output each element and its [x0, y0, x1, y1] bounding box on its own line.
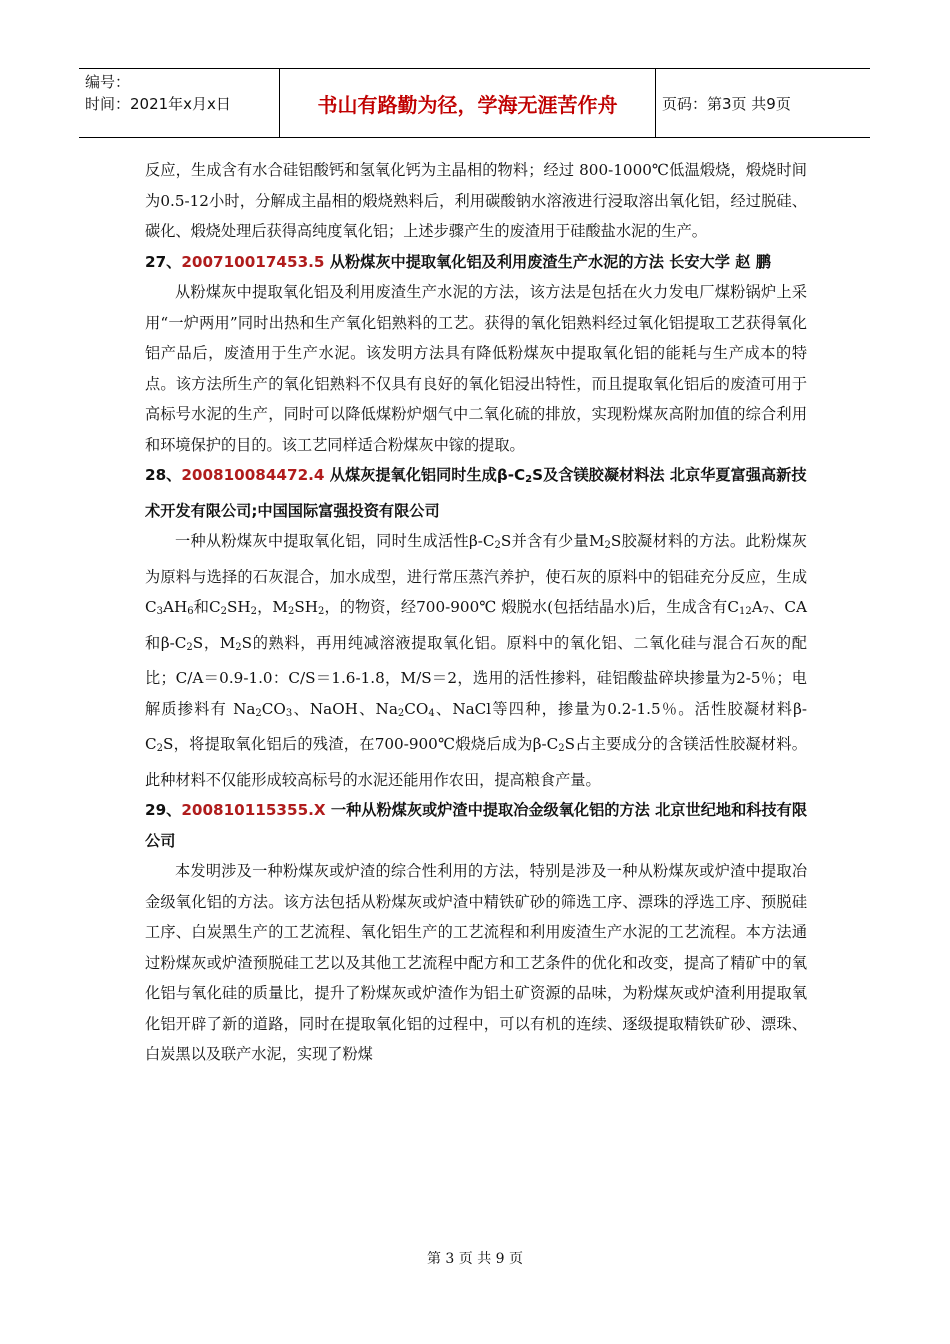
text-run: ，M: [257, 598, 288, 616]
text-run: 27、: [145, 252, 182, 271]
patent-heading: [145, 460, 807, 526]
text-run: 从煤灰提氧化铝同时生成β-C: [324, 466, 526, 484]
text-run: 、CA和β-C: [145, 598, 807, 652]
text-run: 一种从粉煤灰中提取氧化铝，同时生成活性β-C: [175, 532, 495, 550]
header-meta: [79, 69, 280, 137]
subscript: 2: [186, 641, 193, 653]
body-paragraph: [145, 277, 807, 460]
text-run: SH: [294, 598, 318, 616]
subscript: 12: [738, 606, 752, 617]
subscript: 2: [604, 540, 611, 551]
text-run: 反应，生成含有水合硅铝酸钙和氢氧化钙为主晶相的物料；经过 800-1000℃低温煅烧，煅烧时间为0.5-12小时，分解成主晶相的煅烧熟料后，利用碳酸钠水溶液进行浸取溶出氧化铝，经过脱硅、碳化、煅烧处理后获得高纯度氧化铝；上述步骤产生的废渣用于硅酸盐水泥的生产。: [145, 161, 807, 240]
patent-number: 200810115355.X: [181, 801, 326, 819]
text-run: 从粉煤灰中提取氧化铝及利用废渣生产水泥的方法，该方法是包括在火力发电厂煤粉锅炉上采用“一炉两用”同时出热和生产氧化铝熟料的工艺。获得的氧化铝熟料经过氧化铝提取工艺获得氧化铝产品后，废渣用于生产水泥。该发明方法具有降低粉煤灰中提取氧化铝的能耗与生产成本的特点。该方法所生产的氧化铝熟料不仅具有良好的氧化铝浸出特性，而且提取氧化铝后的废渣可用于高标号水泥的生产，同时可以降低煤粉炉烟气中二氧化硫的排放，实现粉煤灰高附加值的综合利用和环境保护的目的。该工艺同样适合粉煤灰中镓的提取。: [145, 283, 807, 454]
subscript: 2: [397, 707, 405, 719]
text-run: 和C: [193, 598, 221, 616]
text-run: 本发明涉及一种粉煤灰或炉渣的综合性利用的方法，特别是涉及一种从粉煤灰或炉渣中提取冶金级氧化铝的方法。该方法包括从粉煤灰或炉渣中精铁矿砂的筛选工序、漂珠的浮选工序、预脱硅工序、白炭黑生产的工艺流程、氧化铝生产的工艺流程和利用废渣生产水泥的工艺流程。本方法通过粉煤灰或炉渣预脱硅工艺以及其他工艺流程中配方和工艺条件的优化和改变，提高了精矿中的氧化铝与氧化硅的质量比，提升了粉煤灰或炉渣作为铝土矿资源的品味，为粉煤灰或炉渣利用提取氧化铝开辟了新的道路，同时在提取氧化铝的过程中，可以有机的连续、逐级提取精铁矿砂、漂珠、白炭黑以及联产水泥，实现了粉煤: [145, 862, 807, 1063]
header-page-info: 页码：第3页 共9页: [662, 94, 791, 113]
text-run: S并含有少量M: [500, 532, 605, 550]
text-run: 从粉煤灰中提取氧化铝及利用废渣生产水泥的方法 长安大学 赵 鹏: [324, 252, 771, 271]
subscript: 2: [317, 606, 325, 617]
text-run: S占主要成分的含镁活性胶凝材料。此种材料不仅能形成较高标号的水泥还能用作农田，提高粮食产量。: [145, 735, 807, 789]
subscript: 3: [285, 707, 293, 719]
text-run: 28、: [145, 466, 182, 484]
subscript: 4: [428, 707, 435, 719]
subscript: 7: [762, 606, 770, 617]
patent-heading: [145, 247, 807, 278]
page-header: [79, 68, 870, 138]
header-motto: 书山有路勤为径，学海无涯苦作舟: [280, 69, 656, 137]
subscript: 2: [287, 606, 295, 617]
text-run: CO: [261, 699, 286, 718]
subscript: 2: [525, 474, 533, 485]
text-run: CO: [404, 699, 429, 718]
subscript: 6: [187, 606, 194, 617]
subscript: 2: [558, 743, 565, 754]
text-run: 29、: [145, 801, 182, 819]
text-run: S胶凝材料的方法。此粉煤灰为原料与选择的石灰混合，加水成型，进行常压蒸汽养护，使石灰的原料中的铝硅充分反应，生成C: [145, 532, 807, 616]
patent-number: 200810084472.4: [181, 466, 325, 484]
body-paragraph: [145, 155, 807, 247]
subscript: 2: [220, 606, 227, 617]
subscript: 3: [156, 606, 163, 617]
doc-date: 时间：2021年x月x日: [85, 95, 231, 113]
body-paragraph: [145, 526, 807, 795]
subscript: 2: [494, 540, 501, 551]
text-run: AH: [163, 598, 188, 616]
doc-code-label: 编号：: [85, 73, 131, 91]
document-body: [145, 155, 807, 1070]
text-run: SH: [226, 598, 251, 616]
subscript: 2: [250, 606, 257, 617]
page-footer: 第 3 页 共 9 页: [426, 1251, 524, 1267]
text-run: S及含镁胶凝材料法 北京华夏富强高新技术开发有限公司;中国国际富强投资有限公司: [145, 466, 807, 520]
text-run: S，M: [192, 633, 236, 652]
body-paragraph: [145, 856, 807, 1070]
text-run: ，的物资，经700-900℃ 煅脱水(包括结晶水)后，生成含有C: [324, 598, 739, 616]
patent-heading: [145, 795, 807, 856]
text-run: 、NaOH、Na: [292, 699, 398, 718]
text-run: 一种从粉煤灰或炉渣中提取冶金级氧化铝的方法 北京世纪地和科技有限公司: [145, 801, 808, 850]
text-run: S的熟料，再用纯减溶液提取氧化铝。原料中的氧化铝、二氧化硅与混合石灰的配比；C/A＝0.9-1.0：C/S＝1.6-1.8，M/S＝2，选用的活性掺料，硅铝酸盐碎块掺量为2-5％；电解质掺料有 Na: [145, 633, 807, 718]
subscript: 2: [156, 743, 163, 754]
patent-number: 200710017453.5: [181, 252, 325, 271]
subscript: 2: [235, 641, 242, 653]
subscript: 2: [255, 707, 262, 719]
text-run: S，将提取氧化铝后的残渣，在700-900℃煅烧后成为β-C: [163, 735, 559, 753]
text-run: A: [751, 598, 763, 616]
text-run: 、NaCl等四种，掺量为0.2-1.5％。活性胶凝材料β-C: [145, 699, 808, 753]
